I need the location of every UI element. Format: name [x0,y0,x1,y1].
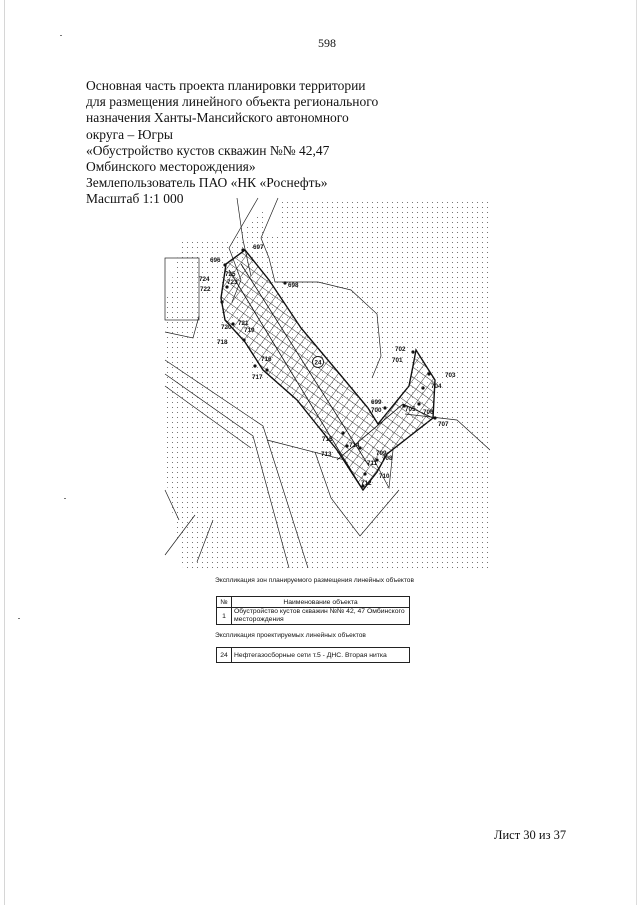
title-line: округа – Югры [86,126,173,142]
legend2-row [217,648,410,663]
legend1-header-row [217,597,410,608]
point-label: 721 [238,320,249,327]
sheet-footer: Лист 30 из 37 [494,828,567,842]
point-label: 701 [392,357,403,364]
title-line: назначения Ханты-Мансийского автономного [86,110,349,126]
title-line: «Обустройство кустов скважин №№ 42,47 [86,142,330,158]
point-label: 720 [221,324,232,331]
site-plan-map [155,190,490,568]
point-label: 708 [382,455,393,462]
legend1-table [216,596,410,625]
point-label: 723 [227,279,238,286]
site-plan-drawing [155,190,490,568]
point-label: 718 [217,339,228,346]
title-line: Землепользователь ПАО «НК «Роснефть» [86,175,328,191]
title-line: Омбинского месторождения» [86,159,256,175]
point-label: 713 [321,451,332,458]
legend2-caption: Экспликация проектируемых линейных объектов [215,632,366,639]
point-label: 725 [225,271,236,278]
legend1-row-name: Обустройство кустов скважин №№ 42, 47 Омбинского месторождения [232,608,410,625]
point-label: 722 [200,286,211,293]
point-label: 706 [423,409,434,416]
point-label: 711 [367,460,378,467]
point-label: 705 [405,406,416,413]
scan-dust [18,618,20,619]
legend2-row-name: Нефтегазосборные сети т.5 - ДНС. Вторая нитка [232,648,410,663]
point-label: 710 [379,473,390,480]
point-label: 698 [288,282,299,289]
title-line: для размещения линейного объекта регионального [86,94,379,110]
point-label: 709 [376,450,387,457]
point-label: 700 [371,407,382,414]
point-label: 702 [395,346,406,353]
scale-line: Масштаб 1:1 000 [86,191,184,207]
zone-number-label: 24 [314,359,322,367]
point-label: 716 [261,356,272,363]
scan-dust [64,498,66,499]
scan-dust [60,35,62,36]
page-number: 598 [318,36,336,50]
legend1-row-num: 1 [217,608,232,625]
point-label: 699 [371,399,382,406]
scan-edge-right [636,0,637,905]
point-label: 707 [438,421,449,428]
document-title [86,78,416,208]
legend1-header-name: Наименование объекта [232,597,410,608]
point-label: 712 [361,480,372,487]
point-label: 719 [244,327,255,334]
point-label: 697 [253,244,264,251]
legend1-caption: Экспликация зон планируемого размещения линейных объектов [215,577,414,584]
scan-edge-left [4,0,5,905]
point-label: 704 [431,383,442,390]
point-label: 724 [199,276,210,283]
legend1-header-num: № [217,597,232,608]
point-label: 715 [322,436,333,443]
point-label: 717 [252,374,263,381]
legend2-row-num: 24 [217,648,232,663]
point-label: 714 [349,442,360,449]
point-label: 703 [445,372,456,379]
legend1-row [217,608,410,625]
legend2-table [216,647,410,663]
title-line: Основная часть проекта планировки территории [86,78,366,93]
point-label: 696 [210,257,221,264]
